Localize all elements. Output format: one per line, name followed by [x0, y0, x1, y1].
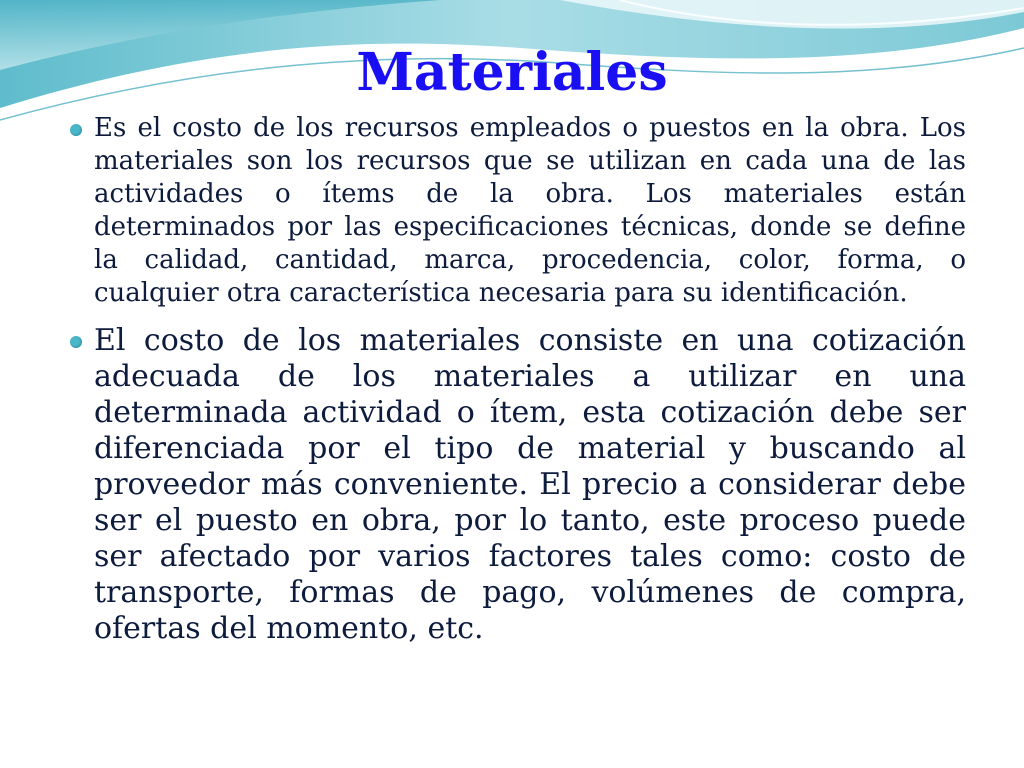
slide-title: Materiales	[356, 42, 668, 103]
bullet-item-1	[62, 112, 966, 310]
bullet-item-2	[62, 323, 966, 647]
bullet-text-1: Es el costo de los recursos empleados o puestos en la obra. Los materiales son los recursos que se utilizan en cada una de las actividades o ítems de la obra. Los materiales están determinados por las especificaciones técnicas, donde se define la calidad, cantidad, marca, procedencia, color, forma, o cualquier otra característica necesaria para su identificación.	[94, 113, 966, 308]
bullet-text-2: El costo de los materiales consiste en una cotización adecuada de los materiales a utilizar en una determinada actividad o ítem, esta cotización debe ser diferenciada por el tipo de material y buscando al proveedor más conveniente. El precio a considerar debe ser el puesto en obra, por lo tanto, este proceso puede ser afectado por varios factores tales como: costo de transporte, formas de pago, volúmenes de compra, ofertas del momento, etc.	[94, 323, 966, 646]
bullet-list	[62, 112, 966, 647]
bullet-dot-icon	[70, 336, 82, 348]
bullet-dot-icon	[70, 124, 82, 136]
